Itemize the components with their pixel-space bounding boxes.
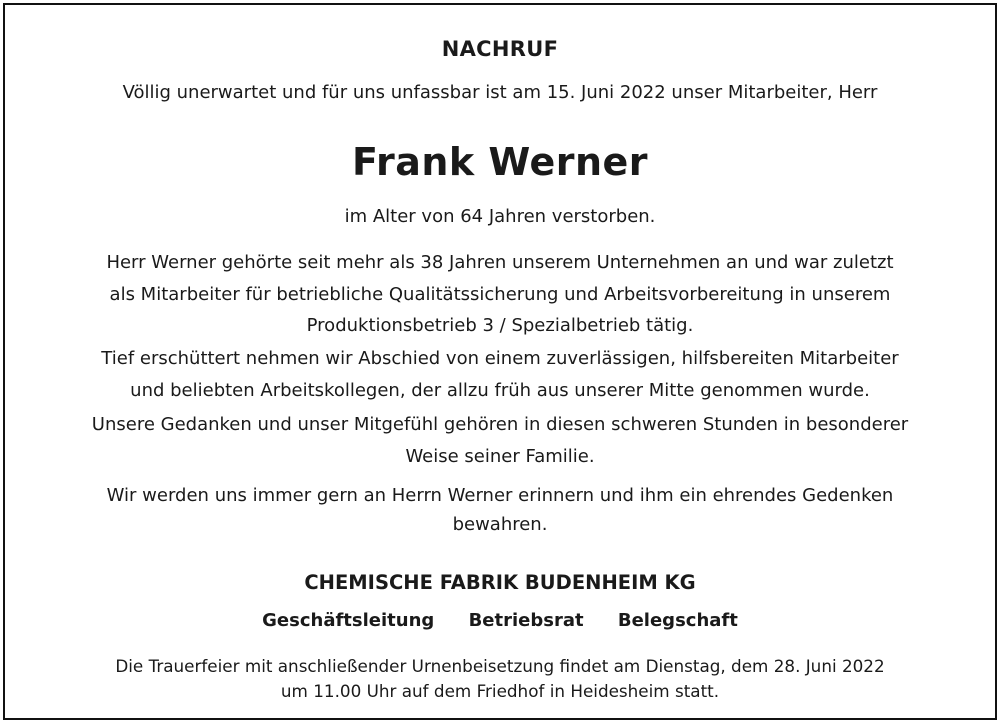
paragraph-line: Weise seiner Familie. bbox=[405, 445, 595, 467]
intro-line: Völlig unerwartet und für uns unfassbar ist am 15. Juni 2022 unser Mitarbeiter, Herr bbox=[122, 82, 878, 103]
funeral-line: Die Trauerfeier mit anschließender Urnenbeisetzung findet am Dienstag, dem 28. Juni 2022 bbox=[115, 656, 885, 676]
funeral-info bbox=[5, 654, 995, 704]
signatories bbox=[5, 610, 995, 631]
paragraph-line: und beliebten Arbeitskollegen, der allzu früh aus unserer Mitte genommen wurde. bbox=[130, 379, 870, 401]
signatory-management: Geschäftsleitung bbox=[262, 610, 435, 631]
signatory-staff: Belegschaft bbox=[617, 610, 738, 631]
paragraph-farewell bbox=[5, 343, 995, 406]
paragraph-line: bewahren. bbox=[452, 514, 548, 535]
age-line: im Alter von 64 Jahren verstorben. bbox=[344, 206, 656, 227]
paragraph-line: Wir werden uns immer gern an Herrn Werner erinnern und ihm ein ehrendes Gedenken bbox=[106, 485, 894, 506]
paragraph-condolence bbox=[5, 409, 995, 472]
company-name: CHEMISCHE FABRIK BUDENHEIM KG bbox=[304, 571, 696, 594]
obituary-notice bbox=[3, 3, 997, 720]
paragraph-line: als Mitarbeiter für betriebliche Qualitätssicherung und Arbeitsvorbereitung in unserem bbox=[109, 283, 891, 305]
paragraph-line: Unsere Gedanken und unser Mitgefühl gehören in diesen schweren Stunden in besonderer bbox=[91, 414, 909, 435]
paragraph-career bbox=[5, 247, 995, 342]
paragraph-line: Produktionsbetrieb 3 / Spezialbetrieb tätig. bbox=[306, 315, 694, 336]
deceased-name: Frank Werner bbox=[351, 140, 649, 184]
signatory-works-council: Betriebsrat bbox=[468, 610, 584, 631]
paragraph-line: Tief erschüttert nehmen wir Abschied von einem zuverlässigen, hilfsbereiten Mitarbeiter bbox=[101, 348, 899, 369]
funeral-line: um 11.00 Uhr auf dem Friedhof in Heidesheim statt. bbox=[280, 681, 720, 701]
notice-heading: NACHRUF bbox=[441, 37, 559, 61]
paragraph-remembrance bbox=[5, 481, 995, 539]
paragraph-line: Herr Werner gehörte seit mehr als 38 Jahren unserem Unternehmen an und war zuletzt bbox=[106, 252, 894, 273]
